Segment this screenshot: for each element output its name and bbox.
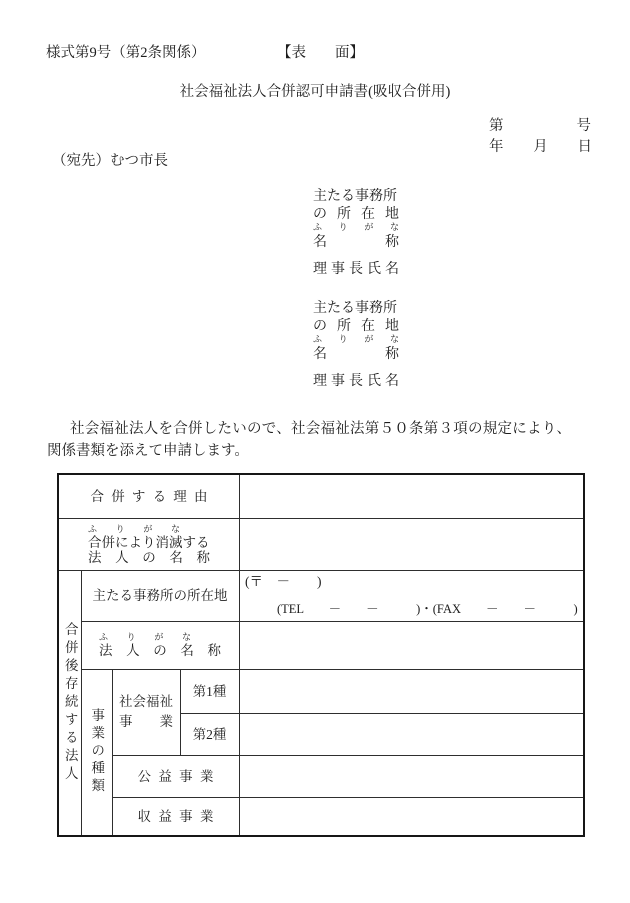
business-type-label: 事業の種類 (89, 708, 105, 796)
furigana-label: ふりがな (88, 523, 180, 534)
date-month-label: 月 (533, 139, 548, 155)
office-address-label-line2: の所在地 (313, 319, 399, 334)
merge-reason-input-cell (239, 475, 583, 518)
type1-input-cell (239, 669, 583, 713)
page-title: 社会福祉法人合併認可申請書(吸収合併用) (179, 84, 451, 100)
profit-business-input-cell (239, 797, 583, 835)
social-welfare-label-cell (112, 669, 180, 755)
type2-label-cell (180, 713, 239, 755)
president-name-label: 理事長氏名 (313, 262, 399, 277)
type2-input-cell (239, 713, 583, 755)
date-year-label: 年 (489, 139, 504, 155)
application-statement: 社会福祉法人を合併したいので、社会福祉法第５０条第３項の規定により、関係書類を添えて申請します。 (47, 421, 571, 459)
office-address-input-cell (239, 570, 583, 621)
merge-reason-label: 合併する理由 (90, 489, 208, 504)
office-address-label-line1: 主たる事務所 (313, 301, 397, 316)
corporation-name-label: 名称 (313, 235, 399, 250)
social-welfare-label-line2: 事業 (119, 714, 173, 729)
business-type-header-cell (81, 669, 112, 835)
applicant-block-1 (313, 189, 399, 279)
doc-number-suffix: 号 (576, 118, 591, 134)
applicant-block-2 (313, 301, 399, 391)
date-line (489, 139, 592, 155)
corp-name-input-cell (239, 621, 583, 669)
addressee: （宛先）むつ市長 (52, 153, 168, 169)
public-business-label-cell (112, 755, 239, 797)
dissolving-corp-input-cell (239, 518, 583, 570)
corporation-name-label: 名称 (313, 347, 399, 362)
merge-reason-label-cell (59, 475, 239, 518)
dissolving-corp-label-line2: 法人の名称 (88, 549, 210, 565)
profit-business-label: 収益事業 (137, 808, 214, 824)
type1-label: 第1種 (192, 683, 227, 699)
face-side-label: 【表 面】 (277, 45, 364, 61)
public-business-input-cell (239, 755, 583, 797)
surviving-corp-label: 合併後存続する法人 (62, 621, 78, 784)
type2-label: 第2種 (192, 726, 227, 742)
surviving-corp-header-cell (59, 570, 81, 835)
profit-business-label-cell (112, 797, 239, 835)
dissolving-corp-label-line1: 合併により消滅する (88, 534, 210, 550)
dissolving-corp-label-cell (59, 518, 239, 570)
postal-code-placeholder: (〒 － ) (245, 574, 322, 589)
office-address-label-line2: の所在地 (313, 207, 399, 222)
form-number: 様式第9号（第2条関係） (46, 45, 206, 61)
doc-number-line (489, 118, 591, 134)
social-welfare-label-line1: 社会福祉 (119, 694, 173, 709)
corp-name-label-cell (81, 621, 239, 669)
public-business-label: 公益事業 (137, 768, 214, 784)
president-name-label: 理事長氏名 (313, 374, 399, 389)
date-day-label: 日 (577, 139, 592, 155)
corp-name-label: 法人の名称 (99, 643, 221, 658)
doc-number-prefix: 第 (489, 118, 504, 134)
type1-label-cell (180, 669, 239, 713)
furigana-label: ふりがな (313, 334, 399, 344)
office-address-label-cell (81, 570, 239, 621)
office-address-label-line1: 主たる事務所 (313, 189, 397, 204)
furigana-label: ふりがな (99, 632, 191, 642)
merger-detail-table (57, 473, 585, 837)
tel-fax-placeholder: (TEL － － )・(FAX － － ) (277, 602, 578, 616)
furigana-label: ふりがな (313, 222, 399, 232)
office-address-label: 主たる事務所の所在地 (92, 588, 228, 603)
